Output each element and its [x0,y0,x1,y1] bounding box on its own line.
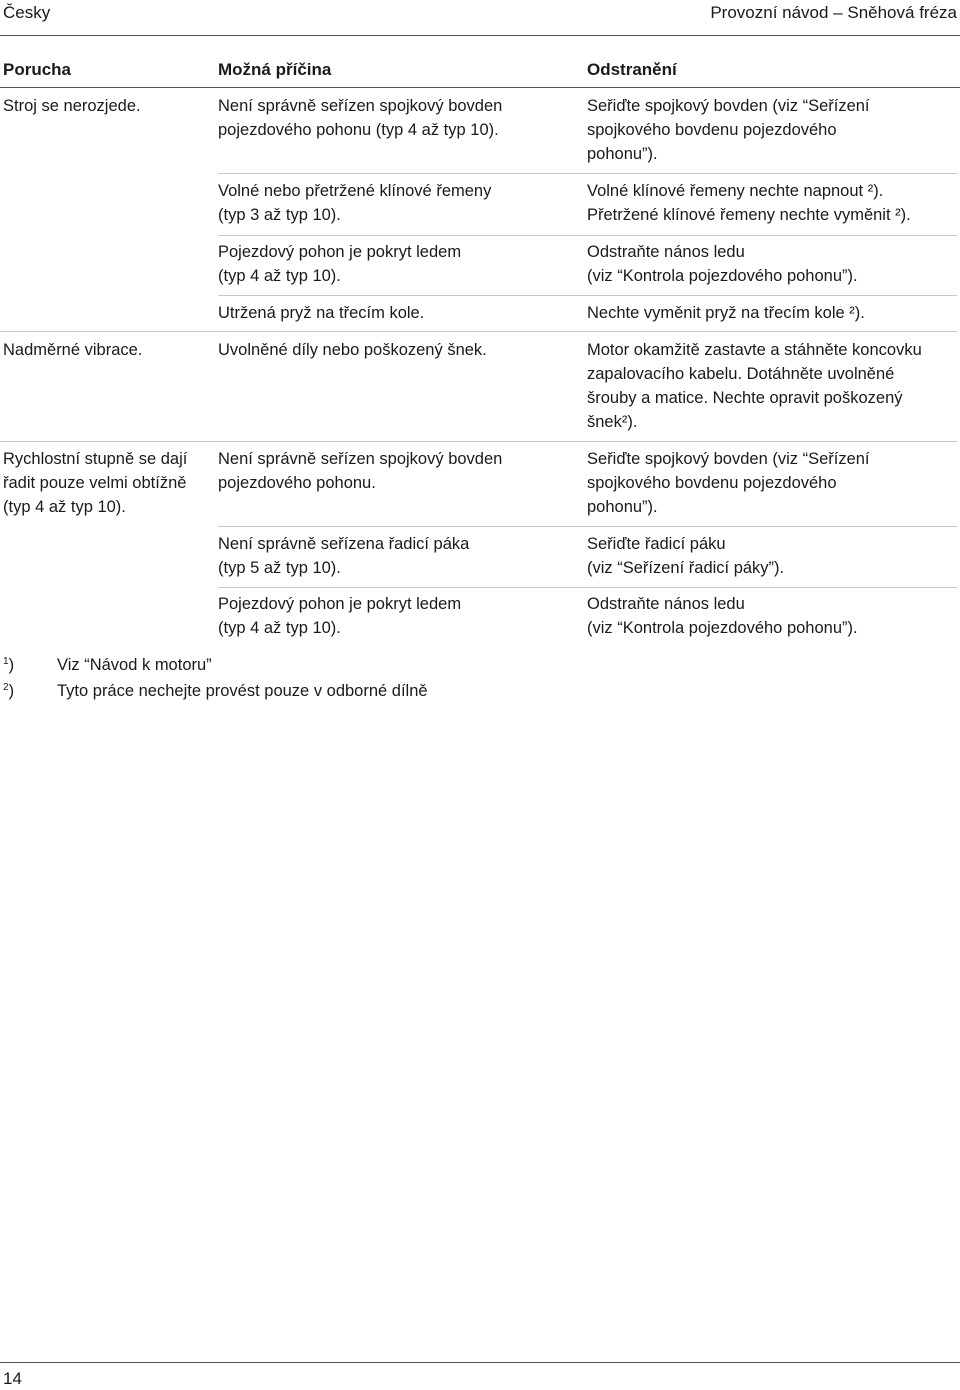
fix-cell: Motor okamžitě zastavte a stáhněte koncovku zapalovacího kabelu. Dotáhněte uvolněné šrouby a matice. Nechte opravit poškozený šnek²). [587,341,922,431]
page-number: 14 [3,1369,22,1388]
fault-cell: Rychlostní stupně se dají řadit pouze velmi obtížně (typ 4 až typ 10). [3,450,188,516]
column-header-fix: Odstranění [587,60,677,79]
group-separator [0,441,957,442]
header-rule [0,35,960,36]
fix-cell: Seřiďte řadicí páku (viz “Seřízení řadicí páky”). [587,535,785,577]
cause-cell: Pojezdový pohon je pokryt ledem (typ 4 až typ 10). [218,595,462,637]
row-separator [218,295,957,296]
cause-cell: Pojezdový pohon je pokryt ledem (typ 4 až typ 10). [218,243,462,285]
footnote-text: Viz “Návod k motoru” [57,656,212,674]
row-separator [218,526,957,527]
cause-cell: Není správně seřízena řadicí páka (typ 5 až typ 10). [218,535,470,577]
fix-cell: Volné klínové řemeny nechte napnout ²). Přetržené klínové řemeny nechte vyměnit ²). [587,182,911,224]
document-title: Provozní návod – Sněhová fréza [710,3,957,22]
footnote-text: Tyto práce nechejte provést pouze v odborné dílně [57,682,428,700]
cause-cell: Utržená pryž na třecím kole. [218,304,425,322]
footnote: $^1$) [3,656,15,674]
fix-cell: Nechte vyměnit pryž na třecím kole ²). [587,304,865,322]
row-separator [218,587,957,588]
fault-cell: Stroj se nerozjede. [3,97,141,115]
table-header-rule [0,87,960,88]
column-header-fault: Porucha [3,60,72,79]
cause-cell: Není správně seřízen spojkový bovden pojezdového pohonu. [218,450,503,492]
language-label: Česky [3,3,51,22]
fault-cell: Nadměrné vibrace. [3,341,143,359]
fix-cell: Odstraňte nános ledu (viz “Kontrola pojezdového pohonu”). [587,595,858,637]
footnote-mark: 2 [3,682,9,693]
footnote-mark: 1 [3,656,9,667]
cause-cell: Volné nebo přetržené klínové řemeny (typ 3 až typ 10). [218,182,492,224]
cause-cell: Uvolněné díly nebo poškozený šnek. [218,341,487,359]
footer-rule [0,1362,960,1363]
group-separator [0,331,957,332]
row-separator [218,235,957,236]
cause-cell: Není správně seřízen spojkový bovden pojezdového pohonu (typ 4 až typ 10). [218,97,503,139]
row-separator [218,173,957,174]
fix-cell: Odstraňte nános ledu (viz “Kontrola pojezdového pohonu”). [587,243,858,285]
fix-cell: Seřiďte spojkový bovden (viz “Seřízení spojkového bovdenu pojezdového pohonu”). [587,450,870,516]
footnote: $^2$) [3,682,15,700]
column-header-cause: Možná příčina [218,60,332,79]
fix-cell: Seřiďte spojkový bovden (viz “Seřízení spojkového bovdenu pojezdového pohonu”). [587,97,870,163]
